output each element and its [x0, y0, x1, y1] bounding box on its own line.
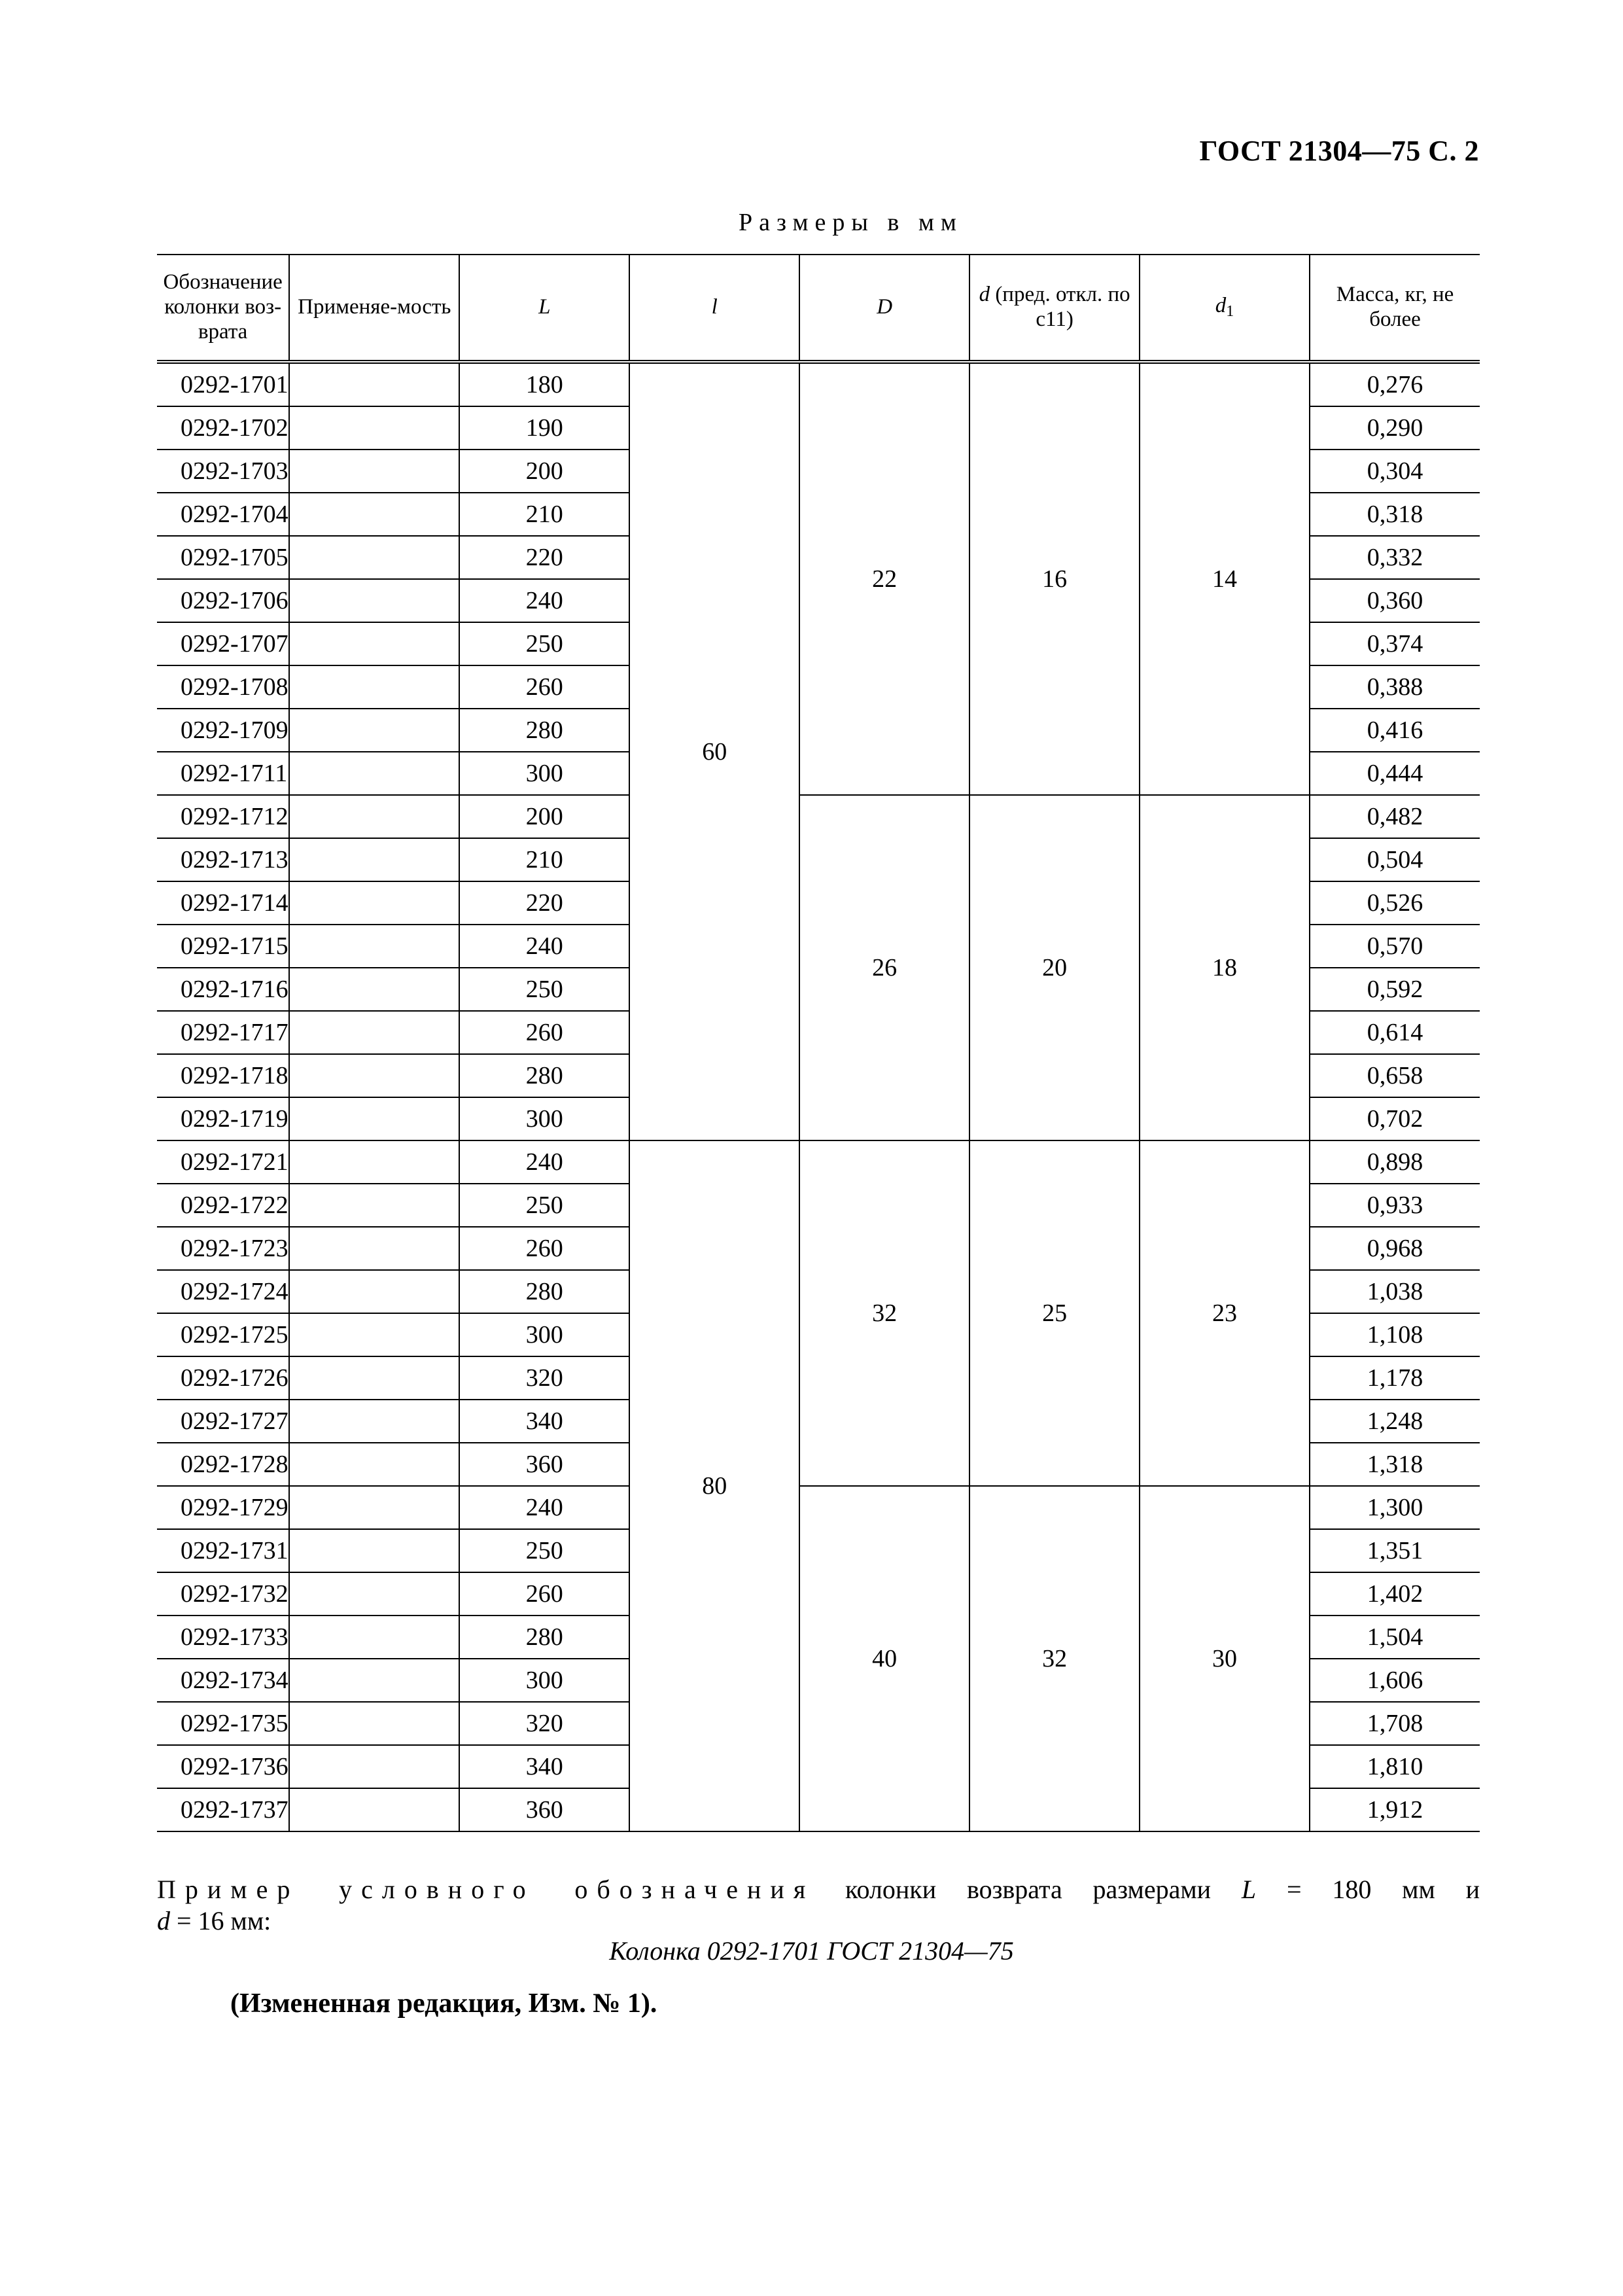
cell-L: 250: [459, 968, 629, 1011]
cell-d1-group: 23: [1140, 1140, 1310, 1486]
cell-applicability: [289, 450, 459, 493]
cell-applicability: [289, 665, 459, 709]
dimensions-table: [157, 254, 1480, 1832]
cell-L: 260: [459, 1227, 629, 1270]
cell-L: 250: [459, 1529, 629, 1572]
cell-L: 360: [459, 1443, 629, 1486]
cell-mass: 0,592: [1310, 968, 1480, 1011]
cell-L: 340: [459, 1745, 629, 1788]
cell-mass: 0,614: [1310, 1011, 1480, 1054]
header-d: [969, 255, 1140, 362]
cell-mass: 1,810: [1310, 1745, 1480, 1788]
cell-D-group: 32: [799, 1140, 969, 1486]
table-row: [157, 1140, 1480, 1184]
example-L-value: = 180 мм и: [1286, 1875, 1480, 1904]
cell-L: 240: [459, 1486, 629, 1529]
cell-L: 260: [459, 1011, 629, 1054]
cell-designation: 0292-1732: [157, 1572, 289, 1616]
cell-mass: 0,702: [1310, 1097, 1480, 1140]
cell-designation: 0292-1712: [157, 795, 289, 838]
cell-applicability: [289, 1356, 459, 1400]
example-L-var: L: [1241, 1875, 1257, 1904]
cell-mass: 0,416: [1310, 709, 1480, 752]
cell-mass: 0,526: [1310, 881, 1480, 925]
cell-mass: 1,248: [1310, 1400, 1480, 1443]
cell-applicability: [289, 1702, 459, 1745]
cell-L: 210: [459, 493, 629, 536]
cell-mass: 0,276: [1310, 362, 1480, 406]
cell-applicability: [289, 406, 459, 450]
cell-applicability: [289, 1529, 459, 1572]
cell-L: 320: [459, 1702, 629, 1745]
example-d-value: = 16 мм:: [177, 1906, 271, 1935]
cell-mass: 1,606: [1310, 1659, 1480, 1702]
cell-applicability: [289, 1270, 459, 1313]
table-row: [157, 795, 1480, 838]
cell-L: 260: [459, 665, 629, 709]
header-d1-symbol: d: [1215, 294, 1227, 318]
table-row: [157, 362, 1480, 406]
cell-D-group: 22: [799, 362, 969, 795]
cell-applicability: [289, 579, 459, 622]
cell-d-group: 32: [969, 1486, 1140, 1831]
cell-mass: 0,504: [1310, 838, 1480, 881]
cell-L: 300: [459, 1659, 629, 1702]
cell-designation: 0292-1718: [157, 1054, 289, 1097]
cell-mass: 0,658: [1310, 1054, 1480, 1097]
cell-designation: 0292-1708: [157, 665, 289, 709]
table-body: [157, 362, 1480, 1831]
cell-L: 340: [459, 1400, 629, 1443]
cell-designation: 0292-1715: [157, 925, 289, 968]
cell-mass: 1,504: [1310, 1616, 1480, 1659]
example-paragraph: [157, 1877, 1480, 1934]
cell-L: 260: [459, 1572, 629, 1616]
cell-L: 280: [459, 1616, 629, 1659]
cell-applicability: [289, 795, 459, 838]
cell-applicability: [289, 1184, 459, 1227]
cell-designation: 0292-1727: [157, 1400, 289, 1443]
cell-d-group: 25: [969, 1140, 1140, 1486]
cell-applicability: [289, 1313, 459, 1356]
units-caption: Размеры в мм: [739, 209, 963, 236]
cell-applicability: [289, 1745, 459, 1788]
cell-designation: 0292-1713: [157, 838, 289, 881]
amendment-note: (Измененная редакция, Изм. № 1).: [230, 1988, 657, 2019]
cell-mass: 0,318: [1310, 493, 1480, 536]
cell-applicability: [289, 1140, 459, 1184]
example-designation: Колонка 0292-1701 ГОСТ 21304—75: [609, 1936, 1014, 1966]
cell-applicability: [289, 838, 459, 881]
cell-d1-group: 18: [1140, 795, 1310, 1140]
cell-applicability: [289, 925, 459, 968]
cell-mass: 1,300: [1310, 1486, 1480, 1529]
cell-designation: 0292-1719: [157, 1097, 289, 1140]
header-applicability: Применяе-мость: [289, 255, 459, 362]
cell-designation: 0292-1705: [157, 536, 289, 579]
cell-applicability: [289, 493, 459, 536]
cell-l-group: 80: [629, 1140, 799, 1831]
cell-mass: 0,360: [1310, 579, 1480, 622]
cell-mass: 0,898: [1310, 1140, 1480, 1184]
cell-applicability: [289, 1486, 459, 1529]
cell-mass: 1,108: [1310, 1313, 1480, 1356]
cell-L: 200: [459, 795, 629, 838]
cell-mass: 1,038: [1310, 1270, 1480, 1313]
cell-designation: 0292-1726: [157, 1356, 289, 1400]
cell-mass: 1,351: [1310, 1529, 1480, 1572]
cell-L: 320: [459, 1356, 629, 1400]
header-l: l: [629, 255, 799, 362]
cell-applicability: [289, 362, 459, 406]
cell-L: 250: [459, 1184, 629, 1227]
cell-designation: 0292-1724: [157, 1270, 289, 1313]
cell-designation: 0292-1709: [157, 709, 289, 752]
cell-applicability: [289, 709, 459, 752]
cell-mass: 0,290: [1310, 406, 1480, 450]
cell-mass: 1,318: [1310, 1443, 1480, 1486]
example-text: колонки возврата размерами: [845, 1875, 1212, 1904]
example-line-1: [157, 1877, 1480, 1903]
cell-mass: 0,933: [1310, 1184, 1480, 1227]
cell-mass: 0,304: [1310, 450, 1480, 493]
cell-L: 360: [459, 1788, 629, 1831]
header-designation: Обозначение колонки воз-врата: [157, 255, 289, 362]
cell-applicability: [289, 881, 459, 925]
header-d1: [1140, 255, 1310, 362]
cell-designation: 0292-1721: [157, 1140, 289, 1184]
cell-L: 220: [459, 881, 629, 925]
cell-designation: 0292-1733: [157, 1616, 289, 1659]
table-row: [157, 1486, 1480, 1529]
cell-L: 300: [459, 1097, 629, 1140]
cell-L: 180: [459, 362, 629, 406]
cell-applicability: [289, 1616, 459, 1659]
cell-applicability: [289, 1659, 459, 1702]
header-L: L: [459, 255, 629, 362]
cell-applicability: [289, 1788, 459, 1831]
cell-mass: 0,570: [1310, 925, 1480, 968]
cell-applicability: [289, 752, 459, 795]
cell-designation: 0292-1716: [157, 968, 289, 1011]
cell-mass: 0,482: [1310, 795, 1480, 838]
header-d-note: (пред. откл. по c11): [995, 283, 1130, 331]
cell-designation: 0292-1706: [157, 579, 289, 622]
cell-applicability: [289, 968, 459, 1011]
cell-l-group: 60: [629, 362, 799, 1140]
cell-applicability: [289, 1572, 459, 1616]
cell-applicability: [289, 1054, 459, 1097]
cell-designation: 0292-1737: [157, 1788, 289, 1831]
cell-mass: 1,912: [1310, 1788, 1480, 1831]
header-mass: Масса, кг, не более: [1310, 255, 1480, 362]
cell-designation: 0292-1734: [157, 1659, 289, 1702]
cell-L: 210: [459, 838, 629, 881]
cell-designation: 0292-1728: [157, 1443, 289, 1486]
header-d-symbol: d: [979, 283, 990, 307]
cell-designation: 0292-1729: [157, 1486, 289, 1529]
cell-d-group: 16: [969, 362, 1140, 795]
cell-applicability: [289, 1011, 459, 1054]
cell-mass: 1,708: [1310, 1702, 1480, 1745]
cell-D-group: 26: [799, 795, 969, 1140]
cell-designation: 0292-1725: [157, 1313, 289, 1356]
cell-d1-group: 30: [1140, 1486, 1310, 1831]
cell-applicability: [289, 1097, 459, 1140]
cell-designation: 0292-1704: [157, 493, 289, 536]
header-D: D: [799, 255, 969, 362]
cell-L: 300: [459, 752, 629, 795]
cell-mass: 0,444: [1310, 752, 1480, 795]
cell-designation: 0292-1723: [157, 1227, 289, 1270]
cell-d-group: 20: [969, 795, 1140, 1140]
cell-applicability: [289, 1443, 459, 1486]
cell-mass: 0,968: [1310, 1227, 1480, 1270]
cell-applicability: [289, 536, 459, 579]
cell-mass: 0,332: [1310, 536, 1480, 579]
cell-L: 220: [459, 536, 629, 579]
cell-designation: 0292-1731: [157, 1529, 289, 1572]
table-header-row: [157, 255, 1480, 362]
page-header: ГОСТ 21304—75 С. 2: [1199, 135, 1479, 167]
cell-designation: 0292-1707: [157, 622, 289, 665]
cell-L: 240: [459, 1140, 629, 1184]
cell-designation: 0292-1701: [157, 362, 289, 406]
cell-designation: 0292-1702: [157, 406, 289, 450]
cell-mass: 1,178: [1310, 1356, 1480, 1400]
cell-designation: 0292-1735: [157, 1702, 289, 1745]
cell-designation: 0292-1722: [157, 1184, 289, 1227]
cell-mass: 0,374: [1310, 622, 1480, 665]
cell-L: 240: [459, 925, 629, 968]
cell-L: 250: [459, 622, 629, 665]
cell-d1-group: 14: [1140, 362, 1310, 795]
header-d1-subscript: 1: [1226, 303, 1234, 321]
example-d-var: d: [157, 1906, 170, 1935]
cell-applicability: [289, 1227, 459, 1270]
cell-L: 190: [459, 406, 629, 450]
cell-designation: 0292-1714: [157, 881, 289, 925]
cell-applicability: [289, 1400, 459, 1443]
cell-L: 240: [459, 579, 629, 622]
cell-designation: 0292-1711: [157, 752, 289, 795]
cell-L: 200: [459, 450, 629, 493]
cell-mass: 1,402: [1310, 1572, 1480, 1616]
cell-designation: 0292-1717: [157, 1011, 289, 1054]
cell-mass: 0,388: [1310, 665, 1480, 709]
example-lead: Пример условного обозначения: [157, 1875, 815, 1904]
cell-designation: 0292-1703: [157, 450, 289, 493]
example-line-2: [157, 1908, 1480, 1934]
cell-L: 300: [459, 1313, 629, 1356]
cell-L: 280: [459, 709, 629, 752]
cell-L: 280: [459, 1054, 629, 1097]
cell-L: 280: [459, 1270, 629, 1313]
cell-D-group: 40: [799, 1486, 969, 1831]
cell-designation: 0292-1736: [157, 1745, 289, 1788]
cell-applicability: [289, 622, 459, 665]
